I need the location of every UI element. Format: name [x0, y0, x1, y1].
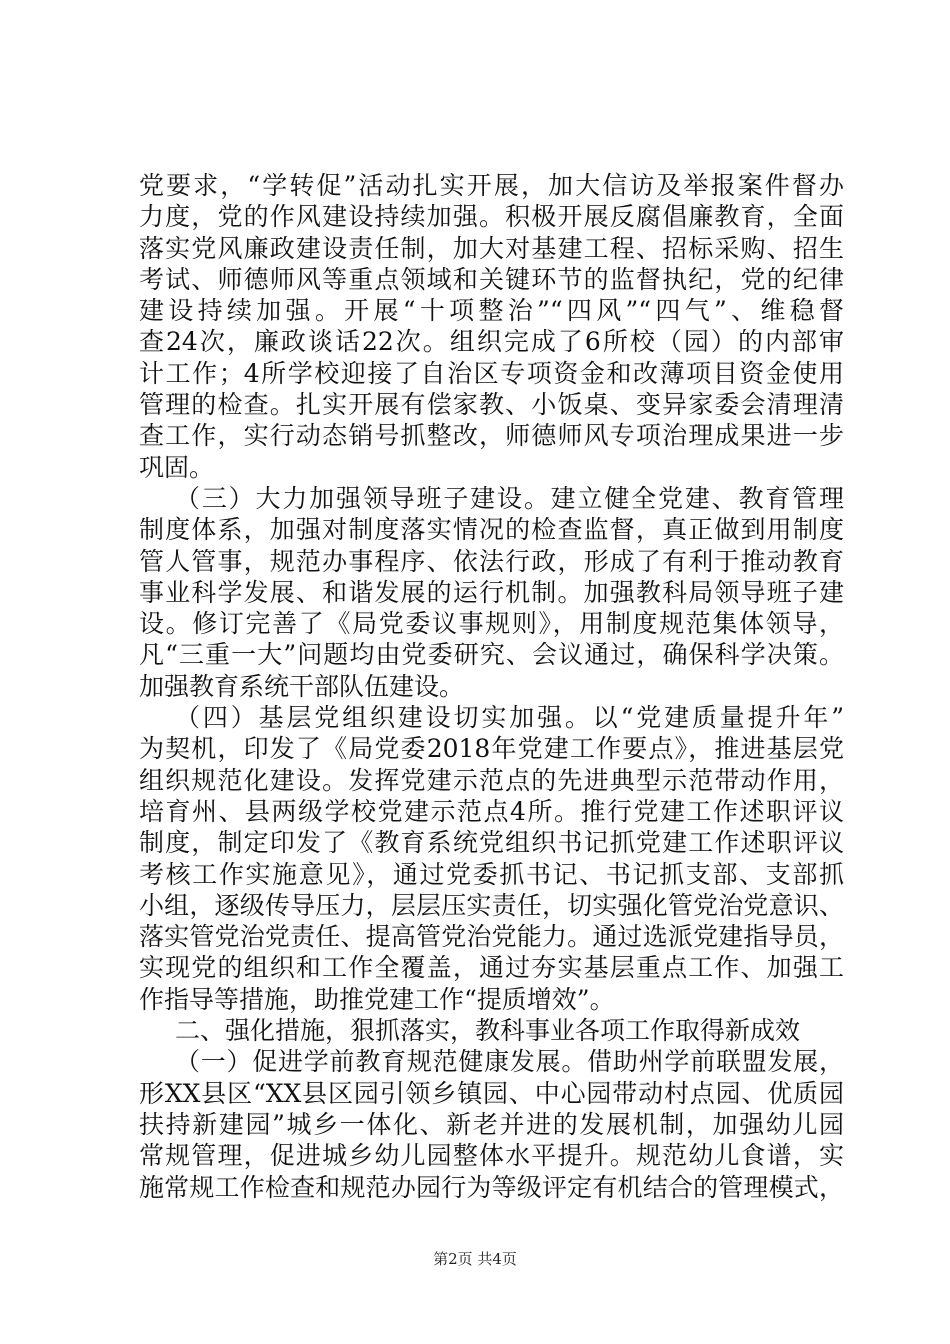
text-line: 施常规工作检查和规范办园行为等级评定有机结合的管理模式，: [139, 1172, 844, 1202]
chapter-heading-line: 二、强化措施，狠抓落实，教科事业各项工作取得新成效: [175, 1016, 801, 1046]
text-line: 培育州、县两级学校党建示范点4所。推行党建工作述职评议: [139, 796, 844, 826]
text-line: 力度，党的作风建设持续加强。积极开展反腐倡廉教育，全面: [139, 202, 844, 232]
text-line: 组织规范化建设。发挥党建示范点的先进典型示范带动作用，: [139, 765, 844, 795]
text-line: 管理的检查。扎实开展有偿家教、小饭桌、变异家委会清理清: [139, 390, 844, 420]
text-line: 考核工作实施意见》，通过党委抓书记、书记抓支部、支部抓: [139, 859, 844, 889]
text-line: 形XX县区“XX县区园引领乡镇园、中心园带动村点园、优质园: [139, 1078, 844, 1108]
paragraph-end-line: 加强教育系统干部队伍建设。: [139, 671, 465, 701]
text-line: 管人管事，规范办事程序、依法行政，形成了有利于推动教育: [139, 546, 844, 576]
section-heading-line: （四）基层党组织建设切实加强。以“党建质量提升年”: [175, 703, 844, 733]
page-number-footer: 第2页 共4页: [433, 1250, 517, 1268]
text-line: 查工作，实行动态销号抓整改，师德师风专项治理成果进一步: [139, 421, 844, 451]
text-line: 设。修订完善了《局党委议事规则》，用制度规范集体领导，: [139, 609, 844, 639]
text-line: 查24次，廉政谈话22次。组织完成了6所校（园）的内部审: [139, 327, 844, 357]
paragraph-end-line: 作指导等措施，助推党建工作“提质增效”。: [139, 984, 615, 1014]
text-line: 建设持续加强。开展“十项整治”“四风”“四气”、维稳督: [139, 296, 844, 326]
text-line: 计工作；4所学校迎接了自治区专项资金和改薄项目资金使用: [139, 358, 844, 388]
text-line: 事业科学发展、和谐发展的运行机制。加强教科局领导班子建: [139, 577, 844, 607]
text-line: 制度，制定印发了《教育系统党组织书记抓党建工作述职评议: [139, 828, 844, 858]
text-line: 党要求，“学转促”活动扎实开展，加大信访及举报案件督办: [139, 171, 844, 200]
section-heading-line: （三）大力加强领导班子建设。建立健全党建、教育管理: [175, 483, 844, 513]
text-line: 制度体系，加强对制度落实情况的检查监督，真正做到用制度: [139, 515, 844, 545]
text-line: 为契机，印发了《局党委2018年党建工作要点》，推进基层党: [139, 734, 844, 764]
document-body: [139, 170, 844, 1203]
text-line: 实现党的组织和工作全覆盖，通过夯实基层重点工作、加强工: [139, 953, 844, 983]
text-line: 落实管党治党责任、提高管党治党能力。通过选派党建指导员，: [139, 922, 844, 952]
text-line: 考试、师德师风等重点领域和关键环节的监督执纪，党的纪律: [139, 264, 844, 294]
text-line: 小组，逐级传导压力，层层压实责任，切实强化管党治党意识、: [139, 890, 844, 920]
text-line: 凡“三重一大”问题均由党委研究、会议通过，确保科学决策。: [139, 640, 844, 670]
text-line: 常规管理，促进城乡幼儿园整体水平提升。规范幼儿食谱，实: [139, 1141, 844, 1171]
section-heading-line: （一）促进学前教育规范健康发展。借助州学前联盟发展，: [175, 1047, 844, 1077]
text-line: 落实党风廉政建设责任制，加大对基建工程、招标采购、招生: [139, 233, 844, 263]
paragraph-end-line: 巩固。: [139, 452, 215, 482]
text-line: 扶持新建园”城乡一体化、新老并进的发展机制，加强幼儿园: [139, 1109, 844, 1139]
